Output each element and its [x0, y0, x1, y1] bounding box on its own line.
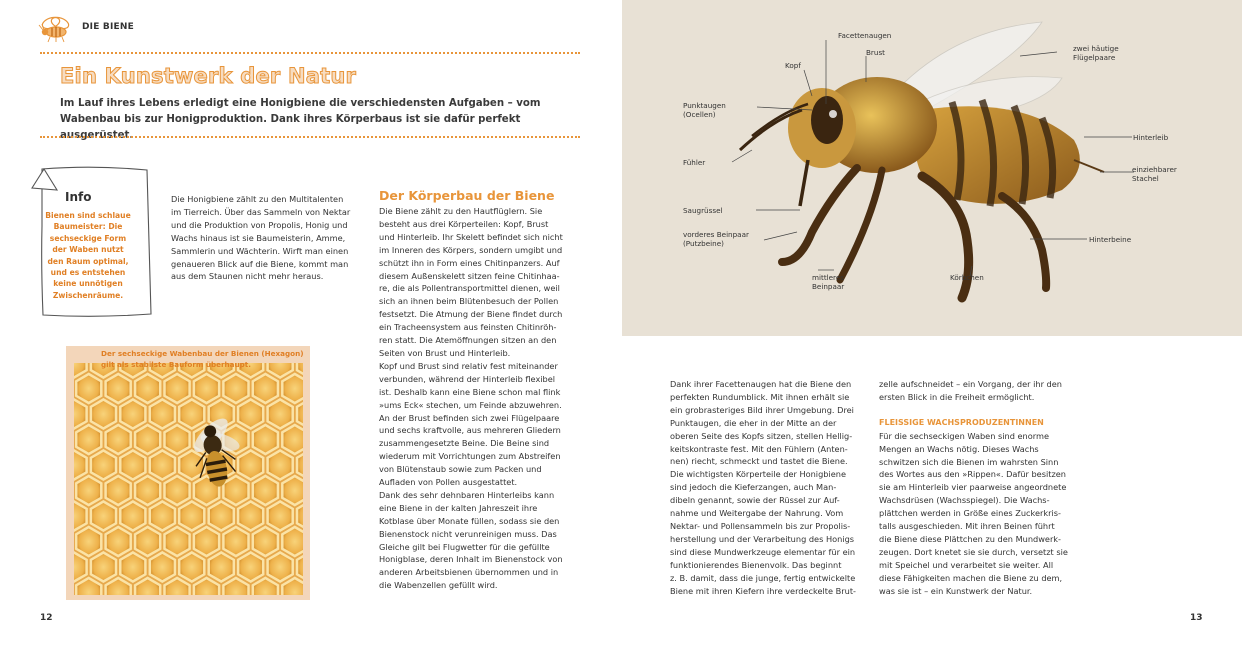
honeycomb-cell — [106, 374, 131, 403]
honeycomb-cell — [238, 400, 263, 429]
honeycomb-cell — [91, 553, 116, 582]
honeycomb-cell — [238, 553, 263, 582]
section-label: DIE BIENE — [82, 22, 134, 32]
honeycomb-cell — [150, 451, 175, 480]
info-title: Info — [65, 190, 92, 204]
honeycomb-cell — [268, 400, 293, 429]
page-number-right: 13 — [1190, 613, 1203, 623]
info-text: Bienen sind schlaue Baumeister: Die sechseckige Form der Waben nutzt den Raum optimal, und es entstehen keine unnötigen Zwischenräume. — [45, 211, 131, 300]
label-fluegelpaare: zwei häutige Flügelpaare — [1073, 44, 1119, 62]
honeycomb-cell — [76, 374, 101, 403]
honeycomb-cell — [282, 425, 303, 454]
honeycomb-cell — [150, 502, 175, 531]
honeycomb-cell — [91, 400, 116, 429]
honeycomb-cell — [194, 527, 219, 556]
honeycomb-cell — [135, 476, 160, 505]
label-punktaugen: Punktaugen (Ocellen) — [683, 101, 726, 119]
page-number-left: 12 — [40, 613, 53, 623]
honeycomb-cell — [209, 553, 234, 582]
honeycomb-cell — [194, 374, 219, 403]
honeycomb-cell — [165, 527, 190, 556]
honeycomb-cell — [179, 553, 204, 582]
honeycomb-cell — [179, 400, 204, 429]
text-column-2: Die Biene zählt zu den Hautflüglern. Sie besteht aus drei Körperteilen: Kopf, Brust und Hinterleib. Ihr Skelett befindet sich nicht im Inneren des Körpers, sondern umgibt und schützt ihn in Form eines Chitinpanzers. Auf diesem Außenskelett sitzen feine Chitinhaa- re, die als Pollentransportmittel dienen, weil sich an ihnen beim Blütenbesuch der Pollen festsetzt. Die Atmung der Biene findet durch ein Tracheensystem aus feinsten Chitinröh- ren statt. Die Atemöffnungen sitzen an den Seiten von Brust und Hinterleib. Kopf und Brust sind relativ fest miteinander verbunden, während der Hinterleib flexibel ist. Deshalb kann eine Biene schon mal flink »ums Eck« stechen, um Feinde abzuwehren. An der Brust befinden sich zwei Flügelpaare und sechs kraftvolle, aus mehreren Gliedern zusammengesetzte Beine. Die Beine sind wiederum mit Vorrichtungen zum Abstreifen von Blütenstaub sowie zum Packen und Aufladen von Pollen ausgestattet. Dank des sehr dehnbaren Hinterleibs kann eine Biene in der kalten Jahreszeit ihre Kotblase über Monate füllen, sodass sie den Bienenstock nicht verunreinigen muss. Das Gleiche gilt bei Flugwetter für die gefüllte Honigblase, deren Inhalt im Bienenstock von anderen Arbeitsbienen übernommen und in die Wabenzellen gefüllt wird. — [379, 206, 563, 591]
honeycomb-cell — [238, 451, 263, 480]
honeycomb-photo — [74, 363, 303, 595]
honeycomb-cell — [282, 527, 303, 556]
page-title: Ein Kunstwerk der Natur — [60, 64, 357, 88]
honeycomb-cell — [223, 476, 248, 505]
honeycomb-cell — [120, 400, 145, 429]
honeycomb-cell — [282, 374, 303, 403]
section-heading-wachs: FLEISSIGE WACHSPRODUZENTINNEN — [879, 417, 1044, 427]
honeycomb-cell — [253, 374, 278, 403]
honeycomb-cell — [253, 527, 278, 556]
honeycomb-cell — [268, 502, 293, 531]
text-column-1: Die Honigbiene zählt zu den Multitalenten im Tierreich. Über das Sammeln von Nektar und die Produktion von Propolis, Honig und Wachs hinaus ist sie Baumeisterin, Amme, Sammlerin und Wächterin. Wirft man einen genaueren Blick auf die Biene, kommt man aus dem Staunen nicht mehr heraus. — [171, 194, 351, 282]
section-heading-koerperbau: Der Körperbau der Biene — [379, 188, 555, 203]
honeycomb-cell — [165, 425, 190, 454]
honeycomb-cell — [91, 502, 116, 531]
honeycomb-cell — [209, 502, 234, 531]
honeycomb-cell — [268, 553, 293, 582]
honeycomb-cell — [120, 553, 145, 582]
honeycomb-cell — [135, 425, 160, 454]
honeycomb-cell — [179, 502, 204, 531]
label-saugruessel: Saugrüssel — [683, 206, 723, 215]
honeycomb-cell — [268, 451, 293, 480]
honeycomb-cell — [253, 476, 278, 505]
honeycomb-cell — [76, 527, 101, 556]
honeycomb-cell — [91, 451, 116, 480]
divider-intro — [40, 136, 580, 138]
honeycomb-cell — [106, 425, 131, 454]
label-hinterbeine: Hinterbeine — [1089, 235, 1132, 244]
bee-logo-icon — [38, 14, 74, 44]
honeycomb-cell — [253, 425, 278, 454]
honeycomb-cell — [223, 527, 248, 556]
honeycomb-cell — [150, 553, 175, 582]
intro-text: Im Lauf ihres Lebens erledigt eine Honigbiene die verschiedensten Aufgaben – vom Wabenbau bis zur Honigproduktion. Dank ihres Körperbaus ist sie dafür perfekt ausgerüstet. — [60, 98, 541, 141]
label-mittleres-beinpaar: mittleres Beinpaar — [812, 273, 845, 291]
honeycomb-cell — [76, 476, 101, 505]
label-hinterleib: Hinterleib — [1133, 133, 1169, 142]
honeycomb-cell — [165, 476, 190, 505]
label-fuehler: Fühler — [683, 158, 706, 167]
honeycomb-cell — [135, 374, 160, 403]
text-column-4: zelle aufschneidet – ein Vorgang, der ihr den ersten Blick in die Freiheit ermöglicht. FLEISSIGE WACHSPRODUZENTINNEN Für die sechseckigen Waben sind enorme Mengen an Wachs nötig. Dieses Wachs schwitzen sich die Bienen im wahrsten Sinn des Wortes aus den »Rippen«. Dafür besitzen sie am Hinterleib vier paarweise angeordnete Wachsdrüsen (Wachsspiegel). Die Wachs- plättchen werden in Größe eines Zuckerkris- talls ausgeschieden. Mit ihren Beinen führt die Biene diese Plättchen zu den Mundwerk- zeugen. Dort knetet sie sie durch, versetzt sie mit Speichel und verarbeitet sie weiter. All diese Fähigkeiten machen die Biene zu dem, was sie ist – ein Kunstwerk der Natur. — [879, 378, 1074, 598]
divider-top — [40, 52, 580, 54]
label-kopf: Kopf — [785, 61, 801, 70]
label-koerbchen: Körbchen — [950, 273, 984, 282]
honeycomb-cell — [120, 451, 145, 480]
honeycomb-cell — [106, 527, 131, 556]
text-column-3: Dank ihrer Facettenaugen hat die Biene den perfekten Rundumblick. Mit ihnen erhält sie ein grobrasteriges Bild ihrer Umgebung. Drei Punktaugen, die eher in der Mitte an der oberen Seite des Kopfs sitzen, stellen Hellig- keitskontraste fest. Mit den Fühlern (Anten- nen) riecht, schmeckt und tastet die Biene. Die wichtigsten Körperteile der Honigbiene sind jedoch die Kieferzangen, auch Man- dibeln genannt, sowie der Rüssel zur Auf- nahme und Weitergabe der Nahrung. Vom Nektar- und Pollensammeln bis zur Propolis- herstellung und der Verarbeitung des Honigs sind diese Mundwerkzeuge elementar für ein funktionierendes Bienenvolk. Das beginnt z. B. damit, dass die junge, fertig entwickelte Biene mit ihren Kiefern ihre verdeckelte Brut- — [670, 379, 856, 596]
honeycomb-cell — [150, 400, 175, 429]
label-vorderes-beinpaar: vorderes Beinpaar (Putzbeine) — [683, 230, 749, 248]
honeycomb-cell — [106, 476, 131, 505]
honeycomb-caption: Der sechseckige Wabenbau der Bienen (Hexagon) gilt als stabilste Bauform überhaupt. — [101, 349, 304, 369]
honeycomb-cell — [76, 425, 101, 454]
label-facettenaugen: Facettenaugen — [838, 31, 892, 40]
honeycomb-cell — [120, 502, 145, 531]
honeycomb-cell — [238, 502, 263, 531]
label-stachel: einziehbarer Stachel — [1132, 165, 1177, 183]
honeycomb-cell — [223, 374, 248, 403]
honeycomb-cell — [135, 527, 160, 556]
honeycomb-cell — [282, 476, 303, 505]
honeycomb-cell — [165, 374, 190, 403]
label-brust: Brust — [866, 48, 886, 57]
